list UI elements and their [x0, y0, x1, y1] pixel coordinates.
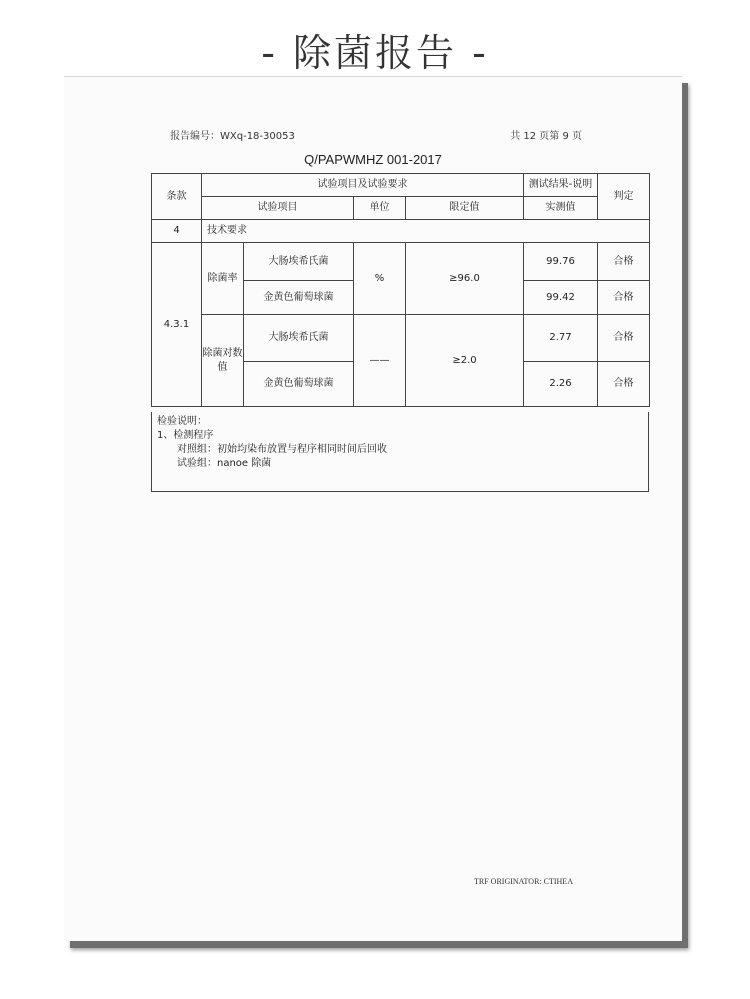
judgement-value: 合格: [598, 362, 650, 407]
table-row: [152, 220, 650, 243]
tech-clause: 4: [152, 220, 202, 243]
header-items-requirements: 试验项目及试验要求: [202, 174, 524, 197]
notes-title: 检验说明：: [157, 416, 207, 427]
bacteria-name: 金黄色葡萄球菌: [244, 281, 354, 315]
standard-code: Q/PAPWMHZ 001-2017: [304, 152, 442, 167]
bacteria-name: 大肠埃希氏菌: [244, 243, 354, 281]
notes-line: 试验组：nanoe 除菌: [177, 458, 272, 469]
header-judgement: 判定: [598, 174, 650, 220]
bacteria-name: 大肠埃希氏菌: [244, 315, 354, 362]
limit-value: ≥96.0: [406, 243, 524, 315]
table-row: [152, 243, 650, 281]
clause-4-3-1: 4.3.1: [152, 243, 202, 407]
judgement-value: 合格: [598, 243, 650, 281]
notes-line: 对照组：初始均染布放置与程序相同时间后回收: [177, 444, 387, 455]
table-row: [152, 315, 650, 362]
measured-value: 2.26: [524, 362, 598, 407]
header-unit: 单位: [354, 197, 406, 220]
judgement-value: 合格: [598, 315, 650, 362]
report-document: [64, 76, 682, 941]
tech-requirement: 技术要求: [202, 220, 650, 243]
test-results-table: [151, 173, 650, 407]
bacteria-name: 金黄色葡萄球菌: [244, 362, 354, 407]
report-number: 报告编号：WXq-18-30053: [170, 131, 295, 142]
header-item: 试验项目: [202, 197, 354, 220]
measured-value: 99.42: [524, 281, 598, 315]
table-subheader-row: [152, 197, 650, 220]
judgement-value: 合格: [598, 281, 650, 315]
group-removal-rate: 除菌率: [202, 243, 244, 315]
notes-line: 1、检测程序: [157, 430, 214, 441]
header-measured: 实测值: [524, 197, 598, 220]
limit-value: ≥2.0: [406, 315, 524, 407]
trf-originator: TRF ORIGINATOR: CTIHEA: [474, 877, 573, 886]
page-info: 共 12 页第 9 页: [510, 131, 582, 142]
measured-value: 2.77: [524, 315, 598, 362]
unit-value: ——: [354, 315, 406, 407]
header-clause: 条款: [152, 174, 202, 220]
measured-value: 99.76: [524, 243, 598, 281]
table-header-row: [152, 174, 650, 197]
inspection-notes: [151, 412, 649, 492]
page-title: - 除菌报告 -: [261, 31, 489, 75]
header-result: 测试结果-说明: [524, 174, 598, 197]
header-limit: 限定值: [406, 197, 524, 220]
unit-value: %: [354, 243, 406, 315]
group-log-reduction: 除菌对数值: [202, 315, 244, 407]
